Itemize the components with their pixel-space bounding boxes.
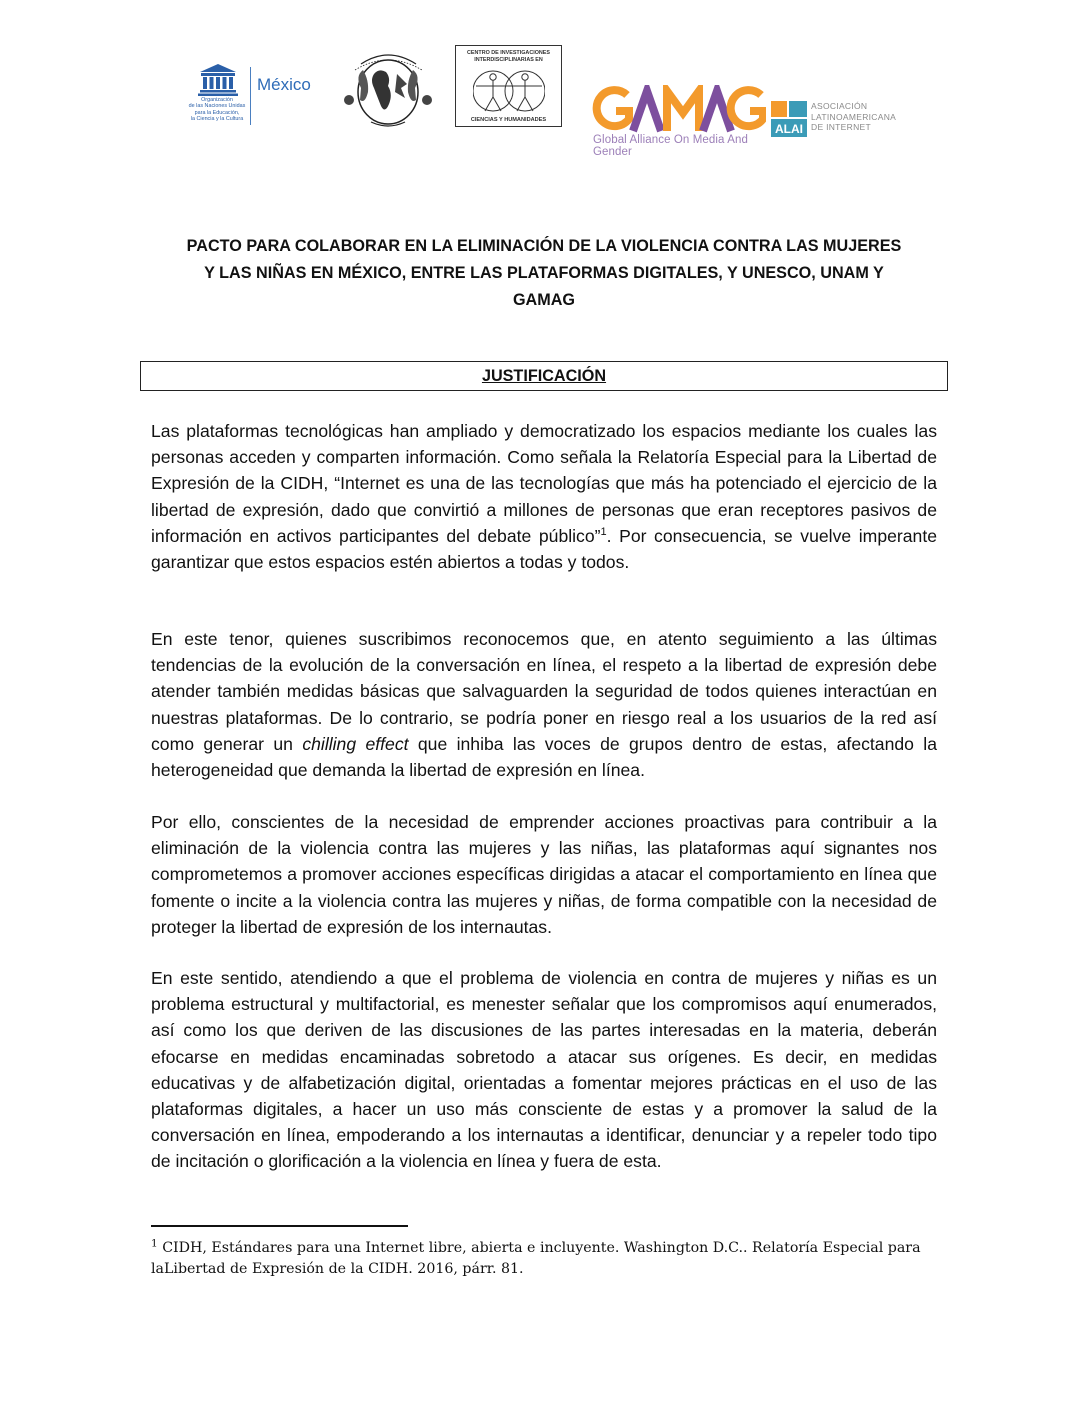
footnote-separator bbox=[151, 1225, 408, 1227]
unesco-country: México bbox=[257, 75, 311, 94]
paragraph-2-italic-term: chilling effect bbox=[302, 733, 409, 754]
footnote-reference[interactable]: 1 bbox=[600, 525, 607, 538]
paragraph-4: En este sentido, atendiendo a que el problema de violencia en contra de mujeres y niñas es un problema estructural y multifactorial, es menester señalar que los compromisos aquí enumerados, así como los que deriven de las discusiones de las partes interesadas en la materia, deberán efocarse en medidas encaminadas sobretodo a atacar sus orígenes. Es decir, en medidas educativas y de alfabetización digital, orientadas a fomentar mejores prácticas en el uso de las plataformas digitales, a hacer un uso más consciente de estas y a promover la salud de la conversación en línea, empoderando a los internautas a identificar, denunciar y a repeler todo tipo de incitación o glorificación a la violencia en línea y fuera de esta. bbox=[151, 968, 937, 1172]
footnote-number: 1 bbox=[151, 1237, 158, 1250]
section-heading: JUSTIFICACIÓN bbox=[481, 367, 607, 385]
unesco-org-name: Organización de las Naciones Unidas para la Educación, la Ciencia y la Cultura bbox=[188, 97, 246, 123]
paragraph-1 bbox=[151, 418, 937, 575]
unesco-temple-icon bbox=[196, 63, 240, 96]
paragraph-1-text-end: . Por consecuencia, se vuelve imperante garantizar que estos espacios estén abiertos a todas y todos. bbox=[151, 525, 937, 573]
footnote-text: CIDH, Estándares para una Internet libre, abierta e incluyente. Washington D.C.. Relatoría Especial para laLibertad de Expresión de la CIDH. 2016, párr. 81. bbox=[151, 1240, 921, 1277]
ceiich-name-top: CENTRO DE INVESTIGACIONES INTERDISCIPLINARIAS EN bbox=[467, 50, 550, 63]
alai-mark-text: ALAI bbox=[775, 122, 803, 136]
paragraph-3: Por ello, conscientes de la necesidad de emprender acciones proactivas para contribuir a la eliminación de la violencia contra las mujeres y las niñas, las plataformas aquí signantes nos comprometemos a promover acciones específicas dirigidas a atacar el comportamiento en línea que fomente o incite a la violencia contra las mujeres y niñas, de forma compatible con la necesidad de proteger la libertad de expresión de los internautas. bbox=[151, 812, 937, 937]
paragraph-2-text-end: que inhiba las voces de grupos dentro de estas, afectando la heterogeneidad que demanda la libertad de expresión en línea. bbox=[151, 733, 937, 781]
gamag-logo bbox=[591, 85, 766, 158]
gamag-wordmark-icon bbox=[591, 85, 766, 135]
document-title: PACTO PARA COLABORAR EN LA ELIMINACIÓN DE LA VIOLENCIA CONTRA LAS MUJERES Y LAS NIÑAS EN MÉXICO, ENTRE LAS PLATAFORMAS DIGITALES, Y UNESCO, UNAM Y GAMAG bbox=[186, 237, 902, 309]
footnote bbox=[151, 1238, 951, 1280]
alai-mark-icon bbox=[771, 101, 807, 137]
alai-logo bbox=[771, 101, 896, 137]
unesco-divider bbox=[250, 67, 251, 125]
unesco-mexico-logo bbox=[182, 63, 327, 127]
paragraph-2-text: En este tenor, quienes suscribimos reconocemos que, en atento seguimiento a las últimas tendencias de la evolución de la conversación en línea, el respeto a la libertad de expresión debe atender también medidas básicas que salvaguarden la seguridad de todos quienes interactúan en nuestras plataformas. De lo contrario, se podría poner en riesgo real a los usuarios de la red así como generar un bbox=[151, 629, 937, 754]
gamag-tagline: Global Alliance On Media And Gender bbox=[593, 134, 748, 158]
paragraph-1-text: Las plataformas tecnológicas han ampliado y democratizado los espacios mediante los cuales las personas acceden y comparten información. Como señala la Relatoría Especial para la Libertad de Expresión de la CIDH, “Internet es una de las tecnologías que más ha potenciado el ejercicio de la libertad de expresión, dado que convirtió a millones de personas que eran receptores pasivos de información en activos participantes del debate público” bbox=[151, 421, 937, 546]
ceiich-logo bbox=[455, 45, 562, 127]
paragraph-2 bbox=[151, 626, 937, 783]
vitruvian-figures-icon bbox=[473, 64, 545, 114]
unam-seal-icon bbox=[341, 44, 436, 128]
alai-name: ASOCIACIÓN LATINOAMERICANA DE INTERNET bbox=[811, 101, 897, 132]
section-heading-box bbox=[140, 361, 948, 391]
ceiich-name-bottom: CIENCIAS Y HUMANIDADES bbox=[470, 117, 547, 123]
